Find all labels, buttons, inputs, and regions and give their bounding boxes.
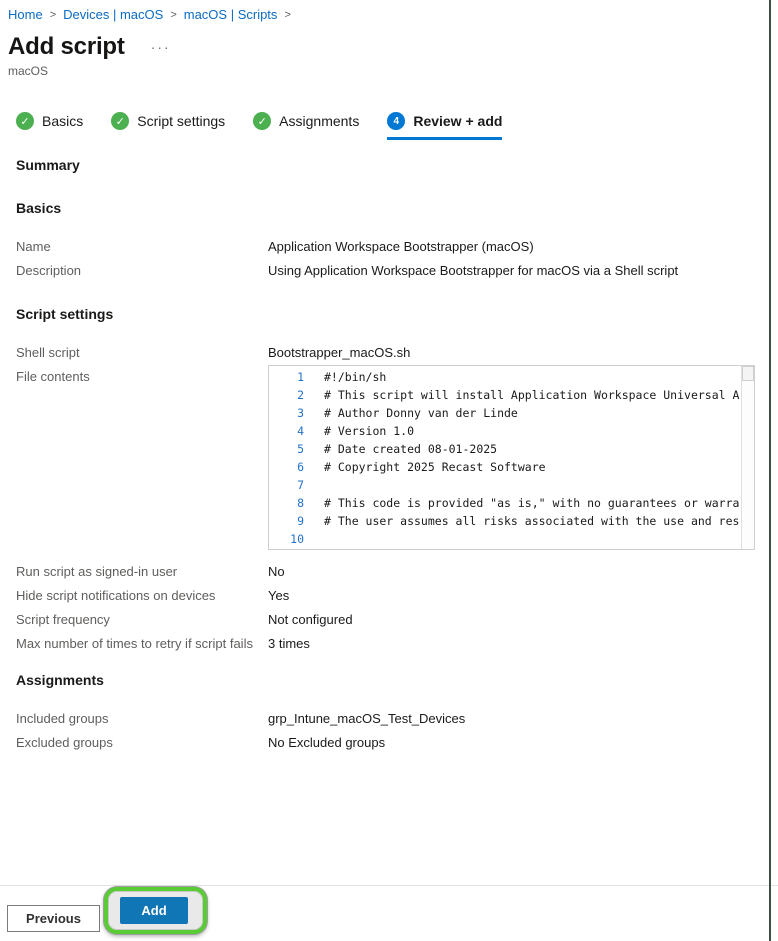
summary-row-excluded-groups [16,731,778,755]
row-label: Script frequency [16,612,110,627]
row-label: Max number of times to retry if script fails [16,636,253,651]
code-text [304,530,324,548]
line-number: 6 [297,460,304,474]
row-value: Using Application Workspace Bootstrapper for macOS via a Shell script [268,263,679,278]
line-number: 5 [297,442,304,456]
row-value: 3 times [268,636,310,651]
check-icon: ✓ [253,112,271,130]
code-line [269,386,754,404]
code-text: # Author Donny van der Linde [324,406,518,420]
script-code-viewer[interactable] [268,365,755,550]
row-label: Shell script [16,345,80,360]
line-number: 10 [290,532,304,546]
breadcrumb-macos-scripts[interactable]: macOS | Scripts [183,7,278,22]
row-label: Run script as signed-in user [16,564,178,579]
summary-row-included-groups [16,707,778,731]
summary-row-name [16,235,778,259]
check-icon: ✓ [111,112,129,130]
code-text: # This script will install Application Workspace Universal A [324,388,740,402]
row-label: File contents [16,369,90,384]
wizard-footer [0,885,778,941]
code-text: # Copyright 2025 Recast Software [324,460,546,474]
step-number-icon: 4 [387,112,405,130]
row-value: Not configured [268,612,353,627]
row-value: Bootstrapper_macOS.sh [268,345,411,360]
code-scrollbar-thumb[interactable] [742,366,754,381]
code-text: # Date created 08-01-2025 [324,442,498,456]
row-label: Included groups [16,711,109,726]
assignments-heading: Assignments [16,672,104,688]
line-number: 9 [297,514,304,528]
page-header [8,32,778,62]
row-value: Yes [268,588,290,603]
row-label: Description [16,263,82,278]
script-settings-rows-bottom [16,560,778,656]
row-label: Hide script notifications on devices [16,588,216,603]
basics-heading: Basics [16,200,62,216]
code-text: #!/bin/sh [324,370,387,384]
summary-row-hide-notifications [16,584,778,608]
tab-script-settings[interactable] [111,112,225,140]
summary-heading: Summary [16,157,80,173]
script-settings-heading: Script settings [16,306,114,322]
summary-row-run-as-user [16,560,778,584]
check-icon: ✓ [16,112,34,130]
code-line [269,530,754,548]
code-text [304,476,324,494]
code-line [269,476,754,494]
code-line [269,512,754,530]
page-subtitle: macOS [8,64,49,78]
breadcrumb-devices-macos[interactable]: Devices | macOS [63,7,164,22]
code-line [269,458,754,476]
script-settings-rows-top [16,341,778,365]
summary-row-shell-script [16,341,778,365]
assignments-rows [16,707,778,755]
code-text: # The user assumes all risks associated with the use and res [324,514,740,528]
add-button-highlight [104,887,207,934]
row-label: Excluded groups [16,735,113,750]
code-text: # This code is provided "as is," with no guarantees or warra [324,496,740,510]
row-value: grp_Intune_macOS_Test_Devices [268,711,466,726]
row-label: Name [16,239,51,254]
tab-basics-label: Basics [42,113,84,129]
summary-row-script-frequency [16,608,778,632]
summary-row-description [16,259,778,283]
code-text: # Version 1.0 [324,424,415,438]
ellipsis-menu-icon[interactable]: ··· [150,39,171,55]
code-line [269,368,754,386]
chevron-right-icon: > [49,9,57,21]
chevron-right-icon: > [284,9,291,21]
previous-button[interactable]: Previous [7,905,100,932]
line-number: 7 [297,478,304,492]
window-edge-line [769,0,771,941]
code-scrollbar[interactable] [741,366,754,549]
code-line [269,494,754,512]
breadcrumb [0,0,778,23]
add-button[interactable]: Add [120,897,188,924]
breadcrumb-home[interactable]: Home [8,7,43,22]
line-number: 2 [297,388,304,402]
tab-review-add-label: Review + add [413,113,503,129]
tab-review-add[interactable] [387,112,502,140]
code-line [269,404,754,422]
file-contents-row [16,365,778,550]
page-title: Add script [8,33,125,60]
line-number: 1 [297,370,304,384]
line-number: 8 [297,496,304,510]
row-value: No [268,564,285,579]
chevron-right-icon: > [170,9,177,21]
tab-assignments[interactable] [253,112,359,140]
line-number: 3 [297,406,304,420]
tab-basics[interactable] [16,112,83,140]
row-value: Application Workspace Bootstrapper (macOS) [268,239,534,254]
tab-assignments-label: Assignments [279,113,360,129]
summary-row-max-retries [16,632,778,656]
row-value: No Excluded groups [268,735,386,750]
wizard-steps [16,112,778,140]
tab-script-settings-label: Script settings [137,113,226,129]
code-line [269,440,754,458]
basics-rows [16,235,778,283]
line-number: 4 [297,424,304,438]
code-line [269,422,754,440]
